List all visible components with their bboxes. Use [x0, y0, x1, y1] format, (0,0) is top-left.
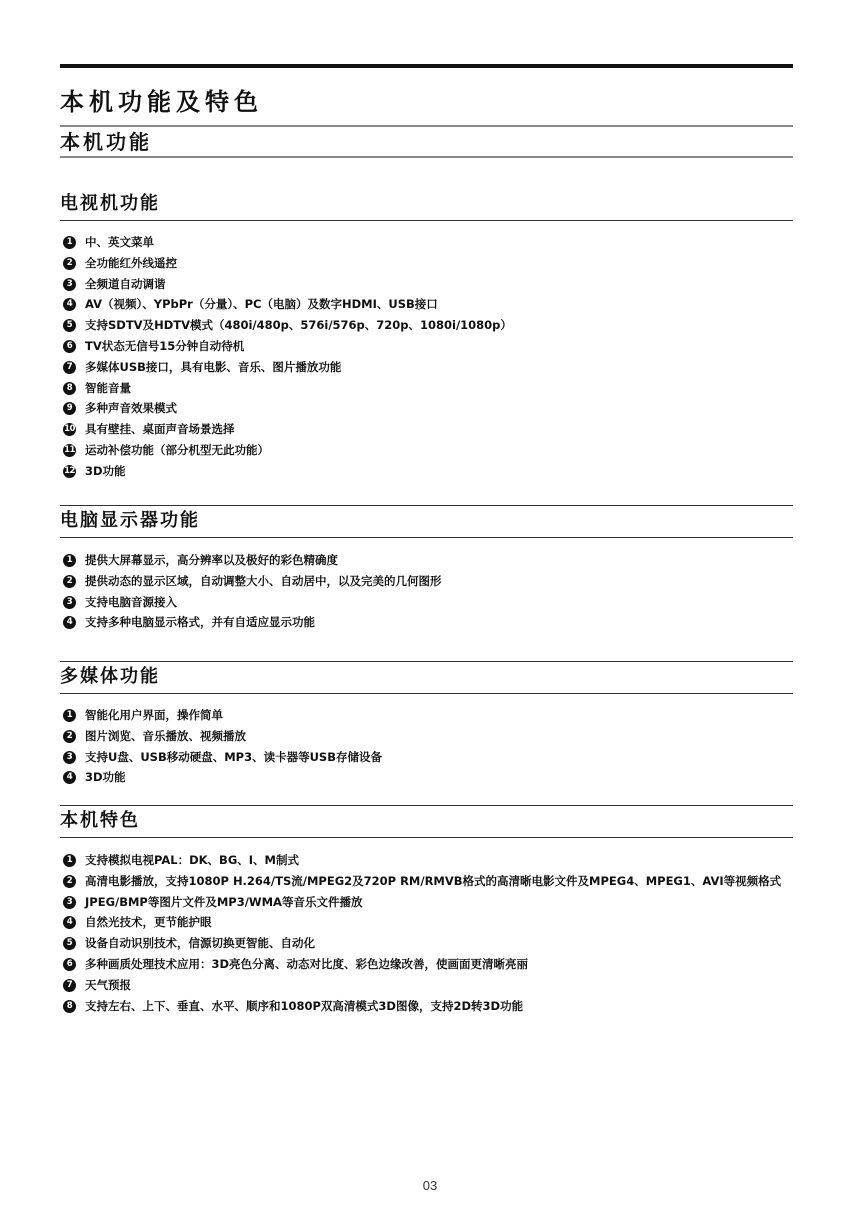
number-badge-icon: 1: [63, 709, 76, 722]
list-item: [60, 872, 793, 893]
list-item-text: 多种画质处理技术应用：3D亮色分离、动态对比度、彩色边缘改善，使画面更清晰亮丽: [85, 956, 529, 971]
list-item-text: 3D功能: [85, 463, 126, 478]
list-item-text: 自然光技术，更节能护眼: [85, 915, 212, 930]
number-badge-icon: 8: [63, 382, 76, 395]
list-item: [60, 976, 793, 997]
list-item: [60, 997, 793, 1018]
section-heading: 本机特色: [60, 805, 793, 838]
number-badge-icon: 5: [63, 937, 76, 950]
list-item: [60, 727, 793, 748]
feature-list: [60, 551, 793, 634]
number-badge-icon: 4: [63, 298, 76, 311]
number-badge-icon: 11: [64, 444, 75, 455]
section-pc-monitor-functions: [60, 505, 793, 634]
number-badge-icon: 12: [64, 465, 75, 476]
list-item-text: 智能化用户界面，操作简单: [85, 708, 223, 722]
section-multimedia-functions: [60, 661, 793, 789]
list-item-text: 提供动态的显示区域，自动调整大小、自动居中，以及完美的几何图形: [85, 573, 442, 588]
feature-list: [60, 233, 793, 483]
number-badge-icon: 1: [63, 236, 76, 249]
number-badge-icon: 1: [63, 854, 76, 867]
list-item: [60, 275, 793, 296]
number-badge-icon: 10: [64, 424, 75, 435]
list-item-text: 多媒体USB接口，具有电影、音乐、图片播放功能: [85, 359, 342, 374]
number-badge-icon: 3: [63, 751, 76, 764]
list-item-text: 具有壁挂、桌面声音场景选择: [85, 422, 235, 437]
number-badge-icon: 6: [63, 958, 76, 971]
number-badge-icon: 6: [63, 340, 76, 353]
number-badge-icon: 1: [63, 554, 76, 567]
list-item-text: 支持多种电脑显示格式，并有自适应显示功能: [85, 615, 315, 630]
section-product-features: [60, 805, 793, 1017]
list-item-text: TV状态无信号15分钟自动待机: [85, 338, 245, 353]
list-item: [60, 337, 793, 358]
number-badge-icon: 5: [63, 319, 76, 332]
list-item: [60, 748, 793, 769]
number-badge-icon: 2: [63, 575, 76, 588]
feature-list: [60, 706, 793, 789]
list-item-text: 多种声音效果模式: [85, 401, 177, 416]
list-item-text: 运动补偿功能（部分机型无此功能）: [85, 442, 269, 457]
subtitle-divider: [60, 156, 793, 158]
number-badge-icon: 4: [63, 771, 76, 784]
list-item: [60, 295, 793, 316]
list-item: [60, 462, 793, 483]
section-heading: 电视机功能: [60, 189, 793, 221]
number-badge-icon: 3: [63, 596, 76, 609]
list-item-text: AV（视频）、YPbPr（分量）、PC（电脑）及数字HDMI、USB接口: [85, 297, 438, 312]
list-item: [60, 399, 793, 420]
list-item-text: 支持模拟电视PAL：DK、BG、I、M制式: [85, 853, 299, 867]
section-tv-functions: [60, 189, 793, 483]
list-item-text: 全频道自动调谐: [85, 276, 166, 291]
list-item: [60, 233, 793, 254]
list-item: [60, 358, 793, 379]
list-item-text: 支持U盘、USB移动硬盘、MP3、读卡器等USB存储设备: [85, 749, 382, 764]
list-item: [60, 551, 793, 572]
list-item: [60, 613, 793, 634]
number-badge-icon: 9: [63, 402, 76, 415]
list-item: [60, 934, 793, 955]
list-item-text: 高清电影播放，支持1080P H.264/TS流/MPEG2及720P RM/RMVB格式的高清晰电影文件及MPEG4、MPEG1、AVI等视频格式: [85, 873, 782, 888]
title-divider: [60, 125, 793, 127]
list-item-text: 设备自动识别技术，信源切换更智能、自动化: [85, 936, 315, 951]
top-thick-rule: [60, 64, 793, 68]
list-item-text: 图片浏览、音乐播放、视频播放: [85, 728, 246, 743]
list-item: [60, 768, 793, 789]
number-badge-icon: 2: [63, 875, 76, 888]
list-item: [60, 913, 793, 934]
number-badge-icon: 7: [63, 361, 76, 374]
number-badge-icon: 3: [63, 896, 76, 909]
list-item-text: 智能音量: [85, 380, 131, 395]
list-item-text: 支持左右、上下、垂直、水平、顺序和1080P双高清模式3D图像，支持2D转3D功能: [85, 998, 524, 1013]
number-badge-icon: 3: [63, 278, 76, 291]
list-item-text: 中、英文菜单: [85, 235, 154, 249]
number-badge-icon: 2: [63, 730, 76, 743]
list-item-text: 支持SDTV及HDTV模式（480i/480p、576i/576p、720p、1080i/1080p）: [85, 318, 512, 333]
list-item: [60, 379, 793, 400]
list-item-text: JPEG/BMP等图片文件及MP3/WMA等音乐文件播放: [85, 894, 363, 909]
section-heading: 多媒体功能: [60, 661, 793, 694]
section-heading: 电脑显示器功能: [60, 505, 793, 538]
list-item: [60, 316, 793, 337]
list-item: [60, 955, 793, 976]
list-item: [60, 851, 793, 872]
number-badge-icon: 8: [63, 1000, 76, 1013]
page-title: 本机功能及特色: [60, 88, 263, 116]
page-subtitle: 本机功能: [60, 130, 152, 154]
list-item: [60, 254, 793, 275]
list-item: [60, 441, 793, 462]
list-item: [60, 593, 793, 614]
feature-list: [60, 851, 793, 1017]
list-item-text: 提供大屏幕显示，高分辨率以及极好的彩色精确度: [85, 553, 338, 567]
list-item-text: 全功能红外线遥控: [85, 255, 177, 270]
list-item: [60, 893, 793, 914]
number-badge-icon: 4: [63, 916, 76, 929]
list-item: [60, 420, 793, 441]
list-item-text: 天气预报: [85, 977, 131, 992]
number-badge-icon: 4: [63, 616, 76, 629]
page-number: 03: [422, 1178, 438, 1193]
number-badge-icon: 7: [63, 979, 76, 992]
list-item-text: 3D功能: [85, 770, 126, 785]
number-badge-icon: 2: [63, 257, 76, 270]
list-item: [60, 706, 793, 727]
list-item: [60, 572, 793, 593]
list-item-text: 支持电脑音源接入: [85, 594, 177, 609]
